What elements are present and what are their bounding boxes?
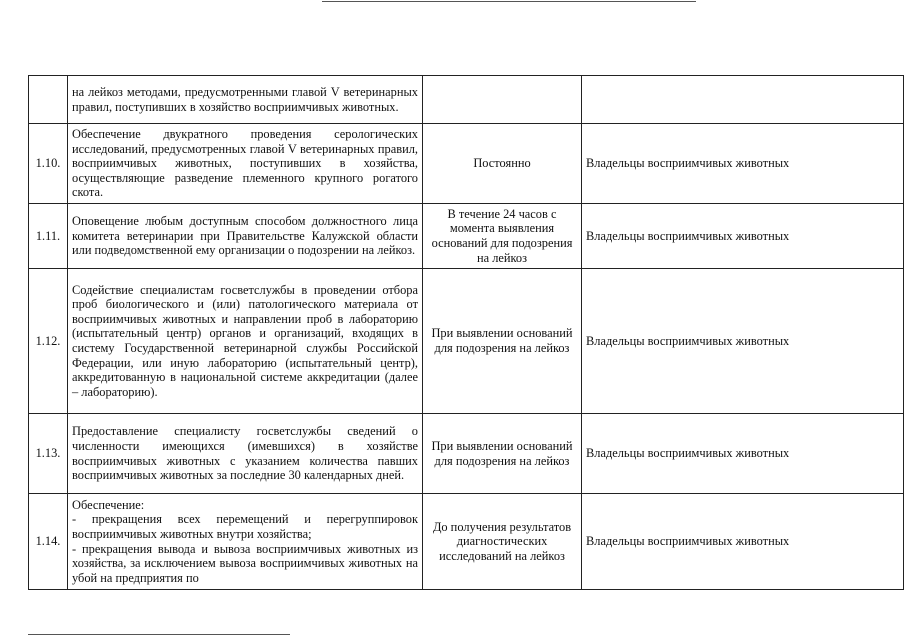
row-responsible: Владельцы восприимчивых животных [582, 494, 904, 590]
row-term: При выявлении оснований для подозрения на лейкоз [423, 269, 582, 414]
row-number: 1.11. [29, 204, 68, 269]
row-content: Предоставление специалисту госветслужбы сведений о численности имеющихся (имевшихся) в хозяйстве восприимчивых животных с указанием количества павших восприимчивых животных за последние 30 календарных дней. [68, 414, 423, 494]
table-row [29, 204, 904, 269]
row-content: Оповещение любым доступным способом должностного лица комитета ветеринарии при Правительстве Калужской области или подведомственной ему организации о подозрении на лейкоз. [68, 204, 423, 269]
table-row [29, 414, 904, 494]
row-content [68, 494, 423, 590]
row-number: 1.12. [29, 269, 68, 414]
table-row [29, 76, 904, 124]
row-number: 1.10. [29, 124, 68, 204]
row-responsible [582, 76, 904, 124]
row-number: 1.14. [29, 494, 68, 590]
content-line: - прекращения всех перемещений и перегруппировок восприимчивых животных внутри хозяйства; [72, 512, 418, 541]
row-number [29, 76, 68, 124]
content-line: Обеспечение: [72, 497, 145, 512]
row-responsible: Владельцы восприимчивых животных [582, 269, 904, 414]
row-responsible: Владельцы восприимчивых животных [582, 124, 904, 204]
row-content: Содействие специалистам госветслужбы в проведении отбора проб биологического и (или) патологического материала от восприимчивых животных и направлении проб в лабораторию (испытательный центр) органов и организаций, входящих в систему Государственной ветеринарной службы Российской Федерации, или иную лабораторию (испытательный центр), аккредитованную в национальной системе аккредитации (далее – лабораторию). [68, 269, 423, 414]
measures-table [28, 75, 904, 590]
table-row [29, 494, 904, 590]
row-term [423, 76, 582, 124]
content-line: - прекращения вывода и вывоза восприимчивых животных из хозяйства, за исключением вывоза восприимчивых животных на убой на предприятия по [72, 541, 418, 585]
row-content: Обеспечение двукратного проведения серологических исследований, предусмотренных главой V ветеринарных правил, восприимчивых животных, поступивших в хозяйства, осуществляющие разведение племенного крупного рогатого скота. [68, 124, 423, 204]
row-term: Постоянно [423, 124, 582, 204]
row-term: В течение 24 часов с момента выявления оснований для подозрения на лейкоз [423, 204, 582, 269]
row-term: При выявлении оснований для подозрения на лейкоз [423, 414, 582, 494]
row-content: на лейкоз методами, предусмотренными главой V ветеринарных правил, поступивших в хозяйство восприимчивых животных. [68, 76, 423, 124]
table-row [29, 269, 904, 414]
table-row [29, 124, 904, 204]
row-number: 1.13. [29, 414, 68, 494]
row-term: До получения результатов диагностических исследований на лейкоз [423, 494, 582, 590]
footnote-rule [28, 634, 290, 635]
row-responsible: Владельцы восприимчивых животных [582, 204, 904, 269]
header-rule [322, 1, 696, 2]
row-responsible: Владельцы восприимчивых животных [582, 414, 904, 494]
